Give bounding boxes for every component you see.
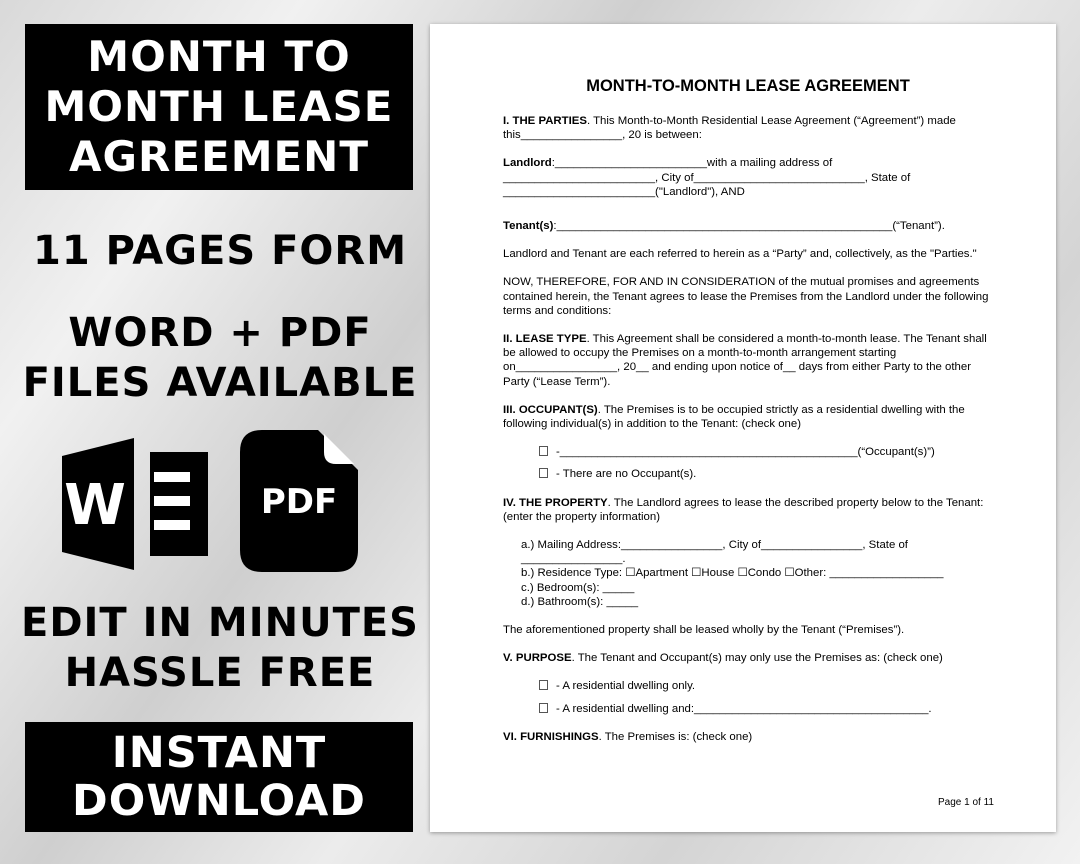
word-icon <box>62 438 212 570</box>
landlord-line-2: ________________________, City of___________________________, State of <box>503 171 911 184</box>
property-bedrooms: c.) Bedroom(s): _____ <box>521 581 635 594</box>
purpose-heading: V. PURPOSE <box>503 652 572 665</box>
title-line-1: MONTH TO <box>87 32 351 81</box>
landlord-block <box>503 156 993 199</box>
purpose-option-only <box>539 679 993 693</box>
property-premises-text: The aforementioned property shall be leased wholly by the Tenant (“Premises”). <box>503 624 905 637</box>
download-line-1: INSTANT <box>111 728 327 778</box>
purpose-text: . The Tenant and Occupant(s) may only use the Premises as: (check one) <box>571 652 943 665</box>
property-heading: IV. THE PROPERTY <box>503 496 608 509</box>
landlord-heading: Landlord <box>503 157 552 170</box>
files-line-1: WORD + PDF <box>68 310 372 356</box>
lease-text: . This Agreement shall be considered a month-to-month lease. The Tenant shall be allowed to occupy the Premises on a month-to-month arrangement starting on________________, 20__ and ending upon notice of__ days from either Party to the other Party (“Lease Term”). <box>503 333 987 388</box>
occupant-option-named <box>539 445 993 459</box>
pages-count: 11 PAGES FORM <box>32 228 407 274</box>
title-line-3: AGREEMENT <box>69 132 369 181</box>
property-mailing-address: a.) Mailing Address:________________, City of________________, State of ________________. <box>521 539 908 566</box>
files-line-2: FILES AVAILABLE <box>22 360 418 406</box>
landlord-line-3: ________________________("Landlord"), AND <box>503 185 745 198</box>
parties-heading: I. THE PARTIES <box>503 115 587 127</box>
party-definition: Landlord and Tenant are each referred to herein as a “Party” and, collectively, as the "Parties." <box>503 248 977 261</box>
occupants-text: . The Premises is to be occupied strictly as a residential dwelling with the following individual(s) in addition to the Tenant: (check one) <box>503 403 965 431</box>
checkbox[interactable] <box>539 703 548 713</box>
checkbox[interactable] <box>539 680 548 690</box>
occupant-option-1-text: -_______________________________________________(“Occupant(s)”) <box>556 446 935 459</box>
pdf-icon-label: PDF <box>260 482 338 522</box>
lease-document-page <box>430 24 1056 832</box>
title-line-2: MONTH LEASE <box>44 82 394 131</box>
property-text: . The Landlord agrees to lease the described property below to the Tenant: (enter the property information) <box>503 496 984 523</box>
consideration-text: NOW, THEREFORE, FOR AND IN CONSIDERATION of the mutual promises and agreements contained herein, the Tenant agrees to lease the Premises from the Landlord under the following terms and conditions: <box>503 276 989 317</box>
occupant-option-none <box>539 467 993 481</box>
edit-line-1: EDIT IN MINUTES <box>21 600 419 646</box>
download-line-2: DOWNLOAD <box>72 776 366 826</box>
document-title: MONTH-TO-MONTH LEASE AGREEMENT <box>586 77 910 95</box>
occupant-option-2-text: - There are no Occupant(s). <box>556 468 697 481</box>
purpose-option-and <box>539 702 993 716</box>
edit-line-2: HASSLE FREE <box>64 650 376 696</box>
section-furnishings <box>503 730 993 744</box>
svg-text:W: W <box>64 473 126 538</box>
landlord-line-1: :________________________with a mailing address of <box>551 157 833 170</box>
section-occupants <box>503 403 993 431</box>
checkbox[interactable] <box>539 468 548 478</box>
occupants-heading: III. OCCUPANT(S) <box>503 403 598 416</box>
purpose-option-2-text: - A residential dwelling and:_____________________________________. <box>556 702 932 715</box>
checkbox[interactable] <box>539 446 548 456</box>
property-bathrooms: d.) Bathroom(s): _____ <box>521 595 639 608</box>
title-banner <box>25 24 413 190</box>
tenant-block <box>503 219 993 233</box>
furnishings-heading: VI. FURNISHINGS <box>503 730 599 743</box>
pdf-file-icon <box>240 430 358 572</box>
purpose-option-1-text: - A residential dwelling only. <box>556 680 696 693</box>
section-purpose <box>503 651 993 665</box>
download-banner <box>25 722 413 832</box>
section-property <box>503 496 993 524</box>
tenant-text: :_____________________________________________________(“Tenant”). <box>553 220 945 233</box>
section-parties <box>503 114 993 142</box>
files-available <box>0 308 440 408</box>
tenant-heading: Tenant(s) <box>503 220 554 233</box>
parties-text: . This Month-to-Month Residential Lease Agreement (“Agreement”) made this________________, 20 is between: <box>503 115 956 142</box>
furnishings-text: . The Premises is: (check one) <box>598 730 753 743</box>
section-lease-type <box>503 332 993 389</box>
edit-in-minutes <box>0 598 440 698</box>
page-number: Page 1 of 11 <box>938 797 994 808</box>
lease-heading: II. LEASE TYPE <box>503 333 587 346</box>
property-residence-type: b.) Residence Type: ☐Apartment ☐House ☐Condo ☐Other: __________________ <box>521 567 944 580</box>
